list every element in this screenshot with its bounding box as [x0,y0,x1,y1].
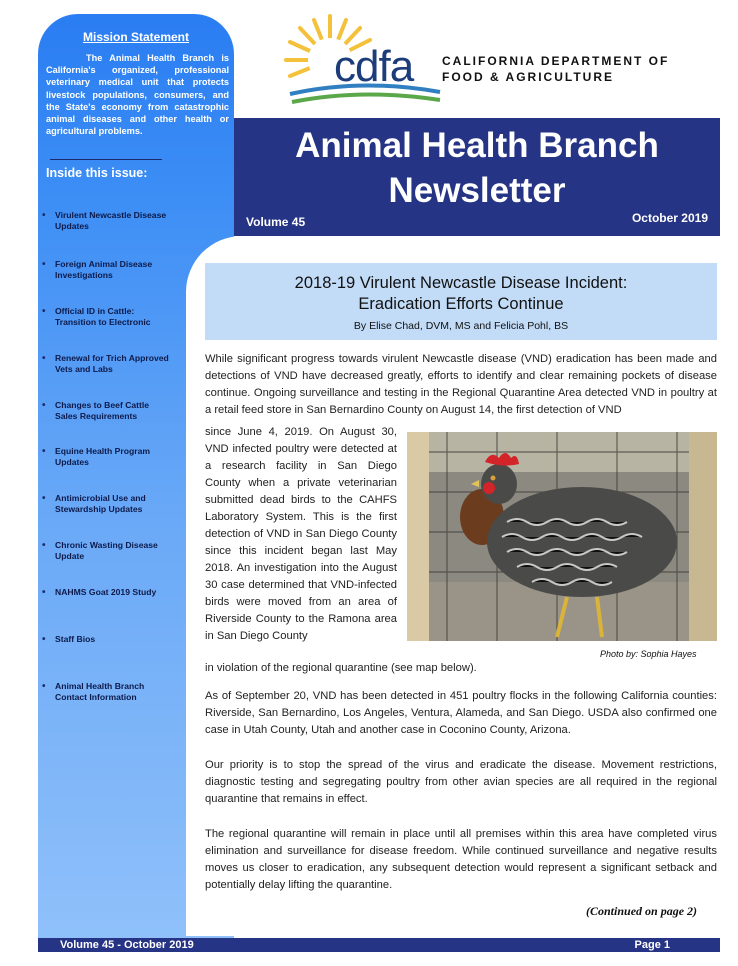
bullet-icon: • [42,634,46,645]
toc-item[interactable]: • Staff Bios [42,634,96,645]
bullet-icon: • [42,587,46,598]
toc-item[interactable]: • Animal Health Branch Contact Information [42,681,145,702]
hen-photo-illustration [407,432,717,641]
bullet-icon: • [42,210,46,221]
footer-volume: Volume 45 - October 2019 [60,939,194,951]
toc-item[interactable]: • Foreign Animal Disease Investigations [42,259,153,280]
article-header [205,263,717,340]
toc-item[interactable]: • Chronic Wasting Disease Update [42,540,158,561]
newsletter-title-line2: Newsletter [388,171,566,210]
toc-item[interactable]: • Official ID in Cattle: Transition to Electronic [42,306,151,327]
cdfa-logo [282,12,702,116]
toc-item[interactable]: • Changes to Beef Cattle Sales Requirements [42,400,150,421]
mission-statement-text: The Animal Health Branch is California's organized, professional veterinary medical unit that protects livestock populations, consumers, and the State's economy from catastrophic animal diseases and other health or agricultural problems. [46,53,229,137]
newsletter-banner [234,118,720,236]
footer-page-number: Page 1 [634,939,670,951]
page-footer [38,938,720,952]
toc-item[interactable]: • Antimicrobial Use and Stewardship Updates [42,493,146,514]
bullet-icon: • [42,540,46,551]
org-name-line1: CALIFORNIA DEPARTMENT OF [442,54,670,68]
newsletter-title-line1: Animal Health Branch [295,126,659,165]
bullet-icon: • [42,493,46,504]
toc-item[interactable]: • Equine Health Program Updates [42,446,151,467]
bullet-icon: • [42,446,46,457]
article-title-line1: 2018-19 Virulent Newcastle Disease Incident: [294,274,628,292]
volume-label: Volume 45 [246,215,306,229]
article-paragraph-3: As of September 20, VND has been detected in 451 poultry flocks in the following California counties: Riverside, San Bernardino, Los Angeles, Ventura, Alameda, and San Diego. USDA also confirmed one case in Utah County, Utah and another case in Coconino County, Arizona. [205,690,717,736]
article-paragraph-4: Our priority is to stop the spread of the virus and eradicate the disease. Movement restrictions, diagnostic testing and segregating poultry from other avian species are all required in the regional quarantine that remains in effect. [205,759,717,805]
article-paragraph-1: While significant progress towards virulent Newcastle disease (VND) eradication has been made and detections of VND have decreased greatly, efforts to identify and clear remaining pockets of disease continue. Ongoing surveillance and testing in the Regional Quarantine Area detected VND in poultry at a retail feed store in San Bernardino County on August 14, the first detection of VND [205,353,717,416]
bullet-icon: • [42,306,46,317]
article-title [205,273,717,315]
bullet-icon: • [42,259,46,270]
toc-item[interactable]: • NAHMS Goat 2019 Study [42,587,157,598]
continued-on-page-link[interactable]: (Continued on page 2) [586,904,698,918]
article-title-line2: Eradication Efforts Continue [358,295,564,313]
article-paragraph-5: The regional quarantine will remain in place until all premises within this area have completed virus elimination and surveillance for disease freedom. While continued surveillance and negative results moves us closer to eradication, any subsequent detection would represent a significant setback and potentially delay lifting the quarantine. [205,828,717,891]
sidebar-divider [50,159,162,160]
bullet-icon: • [42,681,46,692]
toc-item[interactable]: • Virulent Newcastle Disease Updates [42,210,167,231]
inside-this-issue-title: Inside this issue: [46,166,148,180]
article-paragraph-2-tail: in violation of the regional quarantine (see map below). [205,662,477,674]
bullet-icon: • [42,353,46,364]
article-paragraph-2: since June 4, 2019. On August 30, VND infected poultry were detected at a research facility in San Diego County when a private veterinarian submitted dead birds to the CAHFS Laboratory System. This is the first detection of VND in San Diego County since this incident began last May 2018. An investigation into the August 30 case determined that VND-infected birds were moved from an area of Riverside County to the Ramona area in San Diego County [205,426,397,642]
mission-statement-title: Mission Statement [82,30,190,44]
issue-date: October 2019 [631,211,708,225]
org-name-line2: FOOD & AGRICULTURE [442,70,614,84]
toc-item[interactable]: • Renewal for Trich Approved Vets and Labs [42,353,169,374]
bullet-icon: • [42,400,46,411]
chicken-photo [407,432,717,641]
photo-credit: Photo by: Sophia Hayes [600,649,697,659]
article-byline: By Elise Chad, DVM, MS and Felicia Pohl, BS [353,320,569,332]
cdfa-wordmark: cdfa [334,42,414,91]
